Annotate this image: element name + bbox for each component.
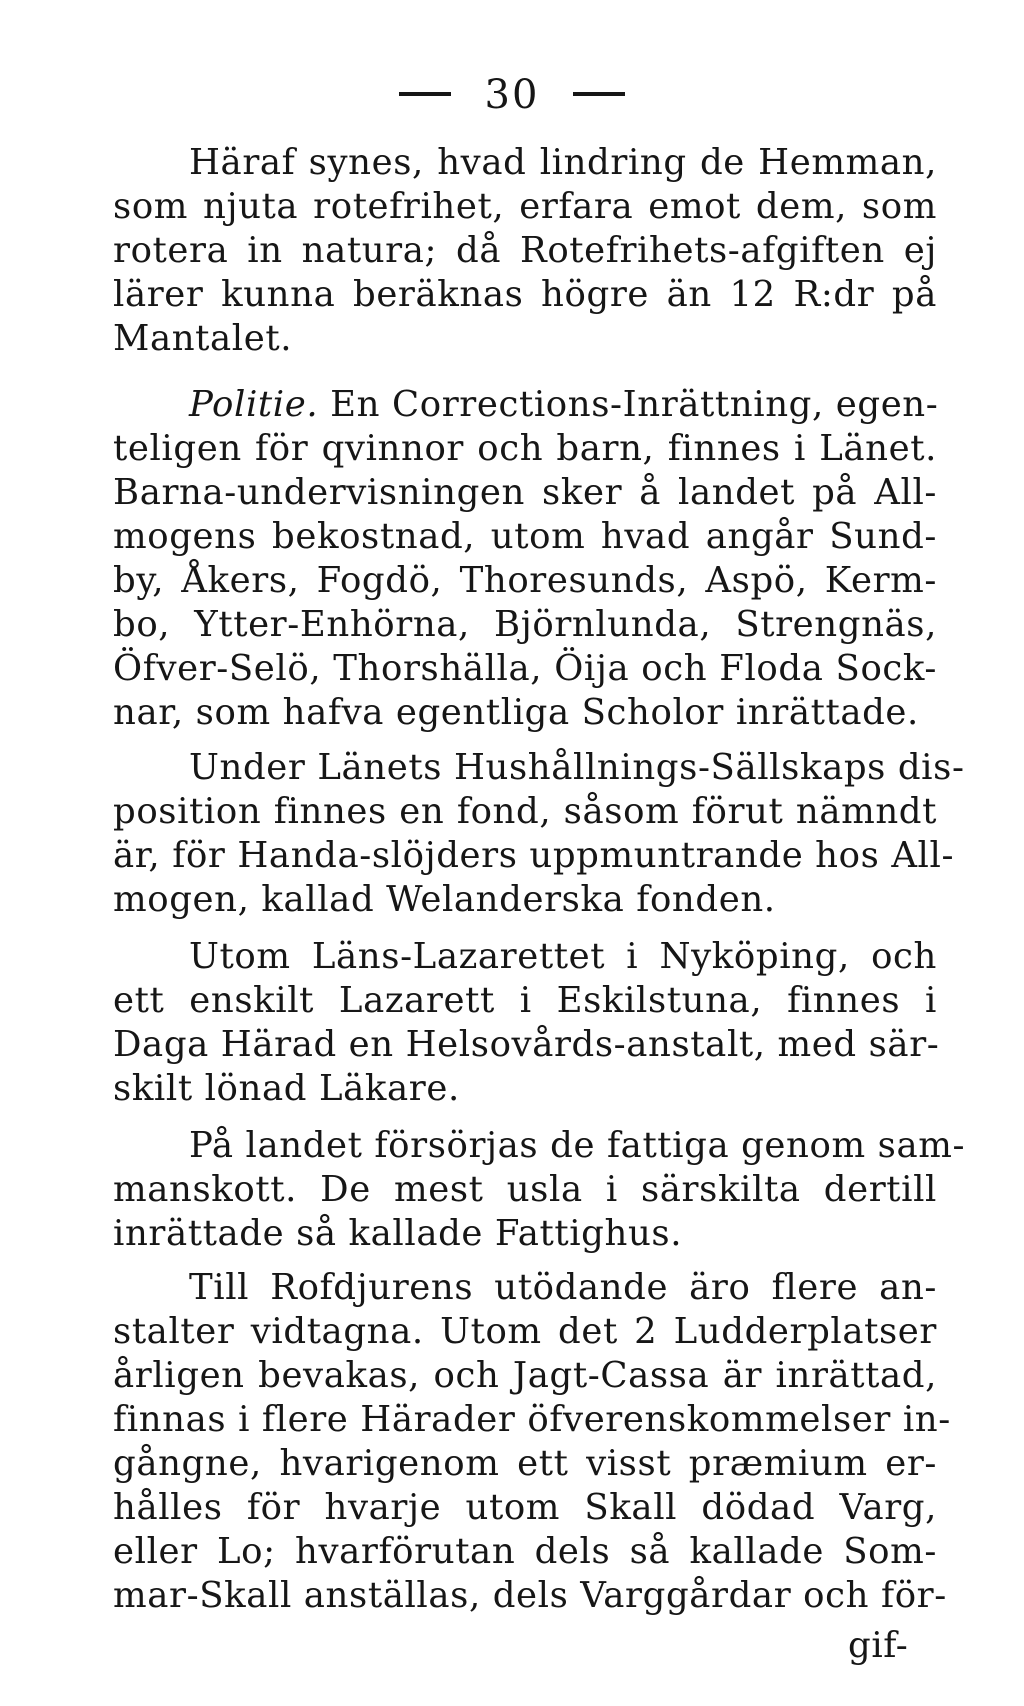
text-line: by, Åkers, Fogdö, Thoresunds, Aspö, Kerm- bbox=[113, 560, 937, 601]
text-line: Utom Läns-Lazarettet i Nyköping, och bbox=[189, 936, 937, 977]
header-dash-left bbox=[399, 92, 451, 96]
text-line: Under Länets Hushållnings-Sällskaps dis- bbox=[189, 747, 965, 788]
paragraph-politie bbox=[113, 383, 937, 735]
header-dash-right bbox=[573, 92, 625, 96]
text-line: hålles för hvarje utom Skall dödad Varg, bbox=[113, 1487, 937, 1528]
text-line: rotera in natura; då Rotefrihets-afgiften ej bbox=[113, 230, 937, 271]
text-line: position finnes en fond, såsom förut nämndt bbox=[113, 791, 937, 832]
text-line: stalter vidtagna. Utom det 2 Ludderplatser bbox=[113, 1311, 937, 1352]
paragraph-rotefrihet bbox=[113, 141, 937, 361]
text-line: Barna-undervisningen sker å landet på All- bbox=[113, 472, 937, 513]
text-line: finnas i flere Härader öfverenskommelser in- bbox=[113, 1399, 951, 1440]
text-line: teligen för qvinnor och barn, finnes i Länet. bbox=[113, 428, 937, 469]
text-line: mogen, kallad Welanderska fonden. bbox=[113, 879, 776, 920]
text-line: Öfver-Selö, Thorshälla, Öija och Floda Sock- bbox=[113, 648, 937, 689]
text-line: skilt lönad Läkare. bbox=[113, 1068, 460, 1109]
paragraph-hushallning bbox=[113, 746, 965, 922]
text-line: är, för Handa-slöjders uppmuntrande hos All- bbox=[113, 835, 955, 876]
text-line: eller Lo; hvarförutan dels så kallade Som- bbox=[113, 1531, 937, 1572]
text-line: Daga Härad en Helsovårds-anstalt, med sär- bbox=[113, 1024, 940, 1065]
text-fragment: En Corrections-Inrättning, egen- bbox=[330, 384, 939, 425]
text-line: manskott. De mest usla i särskilta dertill bbox=[113, 1169, 937, 1210]
section-heading-politie: Politie. bbox=[189, 384, 319, 425]
text-line: mogens bekostnad, utom hvad angår Sund- bbox=[113, 516, 937, 557]
catchword: gif- bbox=[848, 1625, 909, 1666]
text-line: Till Rofdjurens utödande äro flere an- bbox=[189, 1267, 937, 1308]
text-line: mar-Skall anställas, dels Varggårdar och för- bbox=[113, 1575, 947, 1616]
paragraph-lazarett bbox=[113, 935, 940, 1111]
text-line: nar, som hafva egentliga Scholor inrättade. bbox=[113, 692, 919, 733]
text-line: På landet försörjas de fattiga genom sam- bbox=[189, 1125, 966, 1166]
text-line bbox=[113, 383, 937, 427]
text-line: bo, Ytter-Enhörna, Björnlunda, Strengnäs, bbox=[113, 604, 937, 645]
page-number: 30 bbox=[484, 72, 540, 118]
text-line: gångne, hvarigenom ett visst præmium er- bbox=[113, 1443, 937, 1484]
text-line: som njuta rotefrihet, erfara emot dem, som bbox=[113, 186, 937, 227]
text-line: ett enskilt Lazarett i Eskilstuna, finnes i bbox=[113, 980, 937, 1021]
text-line: Mantalet. bbox=[113, 318, 293, 359]
text-line: lärer kunna beräknas högre än 12 R:dr på bbox=[113, 274, 937, 315]
paragraph-rofdjur bbox=[113, 1266, 951, 1618]
text-line: Häraf synes, hvad lindring de Hemman, bbox=[189, 142, 937, 183]
text-line: inrättade så kallade Fattighus. bbox=[113, 1213, 683, 1254]
paragraph-fattiga bbox=[113, 1124, 966, 1256]
page-header bbox=[0, 72, 1024, 118]
text-line: årligen bevakas, och Jagt-Cassa är inrättad, bbox=[113, 1355, 937, 1396]
